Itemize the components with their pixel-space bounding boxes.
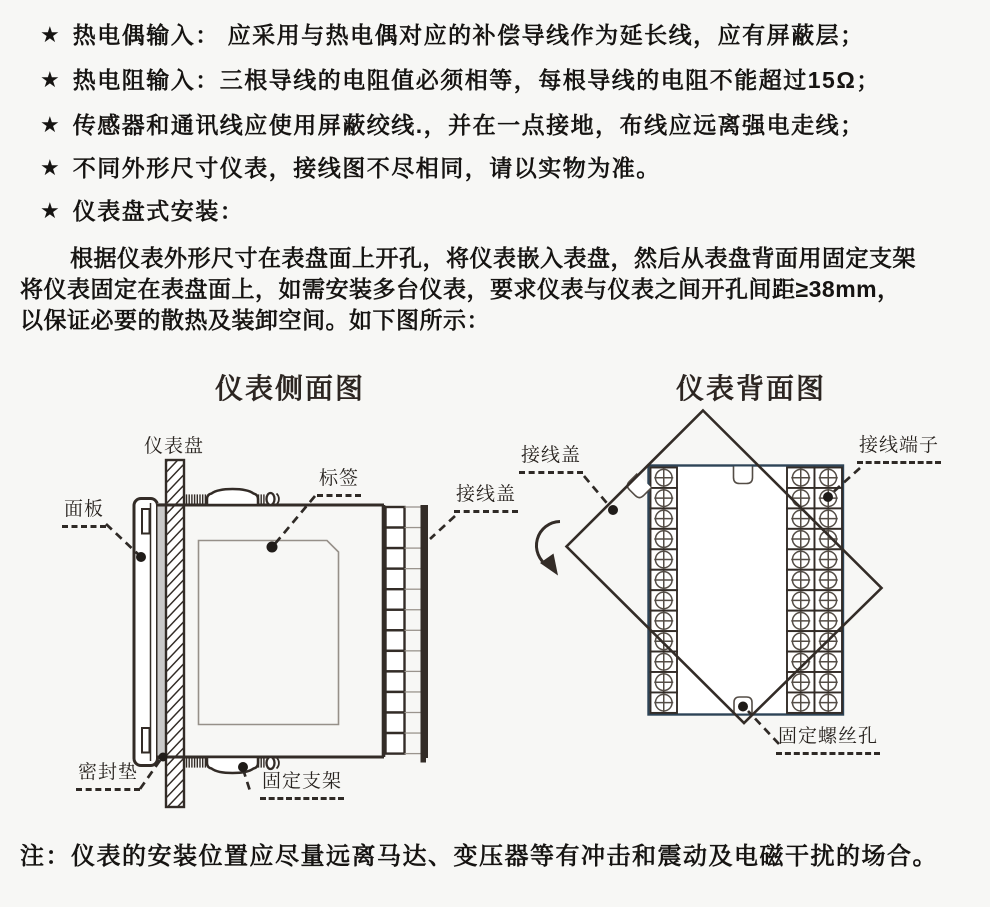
paragraph-line: 以保证必要的散热及装卸空间。如下图所示： bbox=[20, 307, 490, 333]
paragraph-line: 将仪表固定在表盘面上，如需安装多台仪表，要求仪表与仪表之间开孔间距≥38mm， bbox=[20, 276, 901, 302]
star-icon: ★ bbox=[40, 22, 60, 47]
bullet-text: 热电阻输入：三根导线的电阻值必须相等，每根导线的电阻不能超过15Ω； bbox=[72, 67, 881, 93]
star-icon: ★ bbox=[40, 112, 60, 137]
fixing-bracket-bottom bbox=[207, 757, 258, 773]
side-wiring-cover-bar bbox=[421, 505, 429, 758]
label-fixing-bracket: 固定支架 bbox=[260, 771, 344, 800]
back-view-title: 仪表背面图 bbox=[676, 374, 827, 405]
bullet-text: 热电偶输入： 应采用与热电偶对应的补偿导线作为延长线，应有屏蔽层； bbox=[72, 22, 865, 48]
back-view-diagram bbox=[536, 411, 881, 745]
label-seal-gasket: 密封垫 bbox=[76, 762, 140, 791]
label-panel-board: 仪表盘 bbox=[144, 436, 205, 457]
label-fixing-screw-hole: 固定螺丝孔 bbox=[776, 726, 880, 755]
star-icon: ★ bbox=[40, 155, 60, 180]
seal-gasket-strip bbox=[158, 503, 167, 757]
label-wiring-terminals: 接线端子 bbox=[857, 435, 941, 464]
label-wiring-cover-side: 接线盖 bbox=[454, 484, 518, 513]
star-icon: ★ bbox=[40, 198, 60, 223]
bullet-text: 仪表盘式安装： bbox=[72, 198, 245, 224]
side-terminal-block bbox=[386, 507, 421, 754]
star-icon: ★ bbox=[40, 67, 60, 92]
side-view-title: 仪表侧面图 bbox=[215, 374, 366, 405]
bullet-text: 不同外形尺寸仪表，接线图不尽相同，请以实物为准。 bbox=[72, 155, 661, 181]
paragraph-line: 根据仪表外形尺寸在表盘面上开孔，将仪表嵌入表盘，然后从表盘背面用固定支架 bbox=[70, 245, 916, 271]
fixing-bracket-top bbox=[207, 489, 258, 505]
label-sticker-area bbox=[199, 541, 339, 725]
label-sticker: 标签 bbox=[317, 468, 361, 497]
label-wiring-cover-back: 接线盖 bbox=[519, 445, 583, 474]
bullet-text: 传感器和通讯线应使用屏蔽绞线.，并在一点接地，布线应远离强电走线； bbox=[72, 112, 865, 138]
installation-note: 注：仪表的安装位置应尽量远离马达、变压器等有冲击和震动及电磁干扰的场合。 bbox=[20, 843, 938, 870]
label-front-panel: 面板 bbox=[62, 499, 106, 528]
